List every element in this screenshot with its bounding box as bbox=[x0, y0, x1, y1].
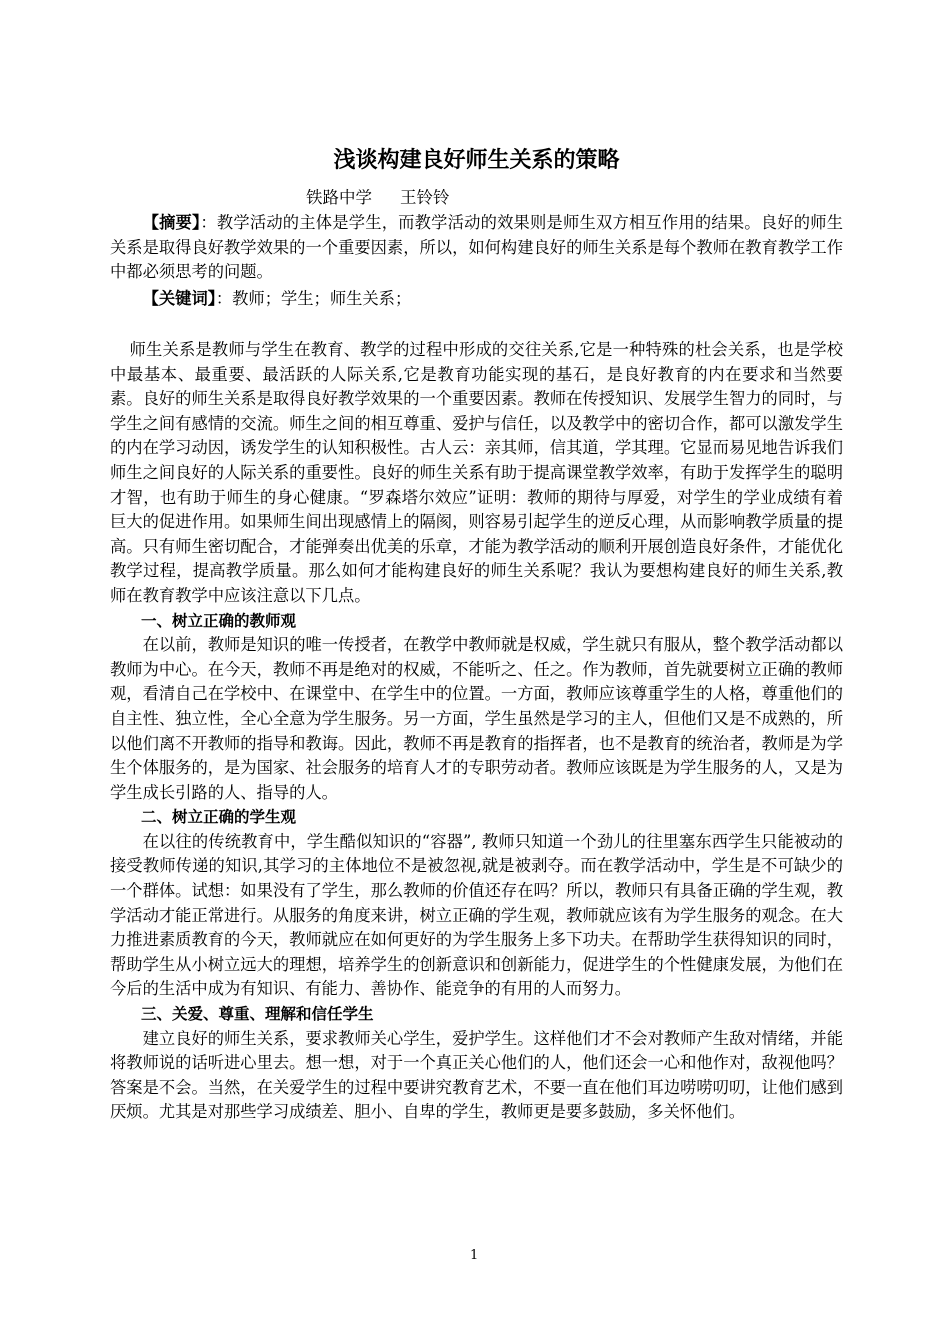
abstract-text: ：教学活动的主体是学生，而教学活动的效果则是师生双方相互作用的结果。良好的师生关系是取得良好教学效果的一个重要因素，所以，如何构建良好的师生关系是每个教师在教育教学工作中都必须思考的问题。 bbox=[110, 213, 843, 282]
abstract-label: 【摘要】 bbox=[142, 213, 201, 232]
section-paragraph-3: 建立良好的师生关系，要求教师关心学生，爱护学生。这样他们才不会对教师产生敌对情绪，并能将教师说的话听进心里去。想一想，对于一个真正关心他们的人，他们还会一心和他作对，敌视他吗？答案是不会。当然，在关爱学生的过程中要讲究教育艺术，不要一直在他们耳边唠唠叨叨，让他们感到厌烦。尤其是对那些学习成绩差、胆小、自卑的学生，教师更是要多鼓励，多关怀他们。 bbox=[110, 1028, 843, 1122]
keywords-paragraph bbox=[110, 287, 843, 312]
abstract bbox=[110, 211, 843, 285]
byline bbox=[306, 186, 478, 210]
section-paragraph-1: 在以前，教师是知识的唯一传授者，在教学中教师就是权威，学生就只有服从，整个教学活动都以教师为中心。在今天，教师不再是绝对的权威，不能听之、任之。作为教师，首先就要树立正确的教师观，看清自己在学校中、在课堂中、在学生中的位置。一方面，教师应该尊重学生的人格，尊重他们的自主性、独立性，全心全意为学生服务。另一方面，学生虽然是学习的主人，但他们又是不成熟的，所以他们离不开教师的指导和教诲。因此，教师不再是教育的指挥者，也不是教育的统治者，教师是为学生个体服务的，是为国家、社会服务的培育人才的专职劳动者。教师应该既是为学生服务的人，又是为学生成长引路的人、指导的人。 bbox=[110, 635, 843, 802]
document-title: 浅谈构建良好师生关系的策略 bbox=[333, 148, 620, 173]
section-paragraph-2: 在以往的传统教育中，学生酷似知识的“容器”, 教师只知道一个劲儿的往里塞东西学生只能被动的接受教师传递的知识,其学习的主体地位不是被忽视,就是被剥夺。而在教学活动中，学生是不可缺少的一个群体。试想：如果没有了学生，那么教师的价值还存在吗？所以，教师只有具备正确的学生观，教学活动才能正常进行。从服务的角度来讲，树立正确的学生观，教师就应该有为学生服务的观念。在大力推进素质教育的今天，教师就应在如何更好的为学生服务上多下功夫。在帮助学生获得知识的同时，帮助学生从小树立远大的理想，培养学生的创新意识和创新能力，促进学生的个性健康发展，为他们在今后的生活中成为有知识、有能力、善协作、能竞争的有用的人而努力。 bbox=[110, 831, 843, 999]
intro-paragraph: 师生关系是教师与学生在教育、教学的过程中形成的交往关系,它是一种特殊的杜会关系，也是学校中最基本、最重要、最活跃的人际关系,它是教育功能实现的基石，是良好教育的内在要求和当然要素。良好的师生关系是取得良好教学效果的一个重要因素。教师在传授知识、发展学生智力的同时，与学生之间有感情的交流。师生之间的相互尊重、爱护与信任，以及教学中的密切合作，都可以激发学生的内在学习动因，诱发学生的认知积极性。古人云：亲其师，信其道，学其理。它显而易见地告诉我们师生之间良好的人际关系的重要性。良好的师生关系有助于提高课堂教学效率，有助于发挥学生的聪明才智，也有助于师生的身心健康。“罗森塔尔效应”证明：教师的期待与厚爱，对学生的学业成绩有着巨大的促进作用。如果师生间出现感情上的隔阂，则容易引起学生的逆反心理，从而影响教学质量的提高。只有师生密切配合，才能弹奏出优美的乐章，才能为教学活动的顺利开展创造良好条件，才能优化教学过程，提高教学质量。那么如何才能构建良好的师生关系呢？我认为要想构建良好的师生关系,教师在教育教学中应该注意以下几点。 bbox=[110, 340, 843, 605]
section-heading-2: 二、树立正确的学生观 bbox=[141, 808, 297, 827]
author-name: 王铃铃 bbox=[400, 188, 450, 207]
page-number: 1 bbox=[470, 1248, 479, 1263]
keywords-label: 【关键词】 bbox=[142, 289, 216, 308]
main-body bbox=[110, 338, 843, 1125]
section-heading-1: 一、树立正确的教师观 bbox=[141, 611, 297, 630]
abstract-paragraph bbox=[110, 211, 843, 285]
keywords bbox=[110, 287, 843, 312]
section-heading-3: 三、关爱、尊重、理解和信任学生 bbox=[141, 1005, 374, 1024]
keywords-text: ：教师；学生；师生关系； bbox=[215, 289, 412, 308]
school-name: 铁路中学 bbox=[306, 188, 372, 207]
